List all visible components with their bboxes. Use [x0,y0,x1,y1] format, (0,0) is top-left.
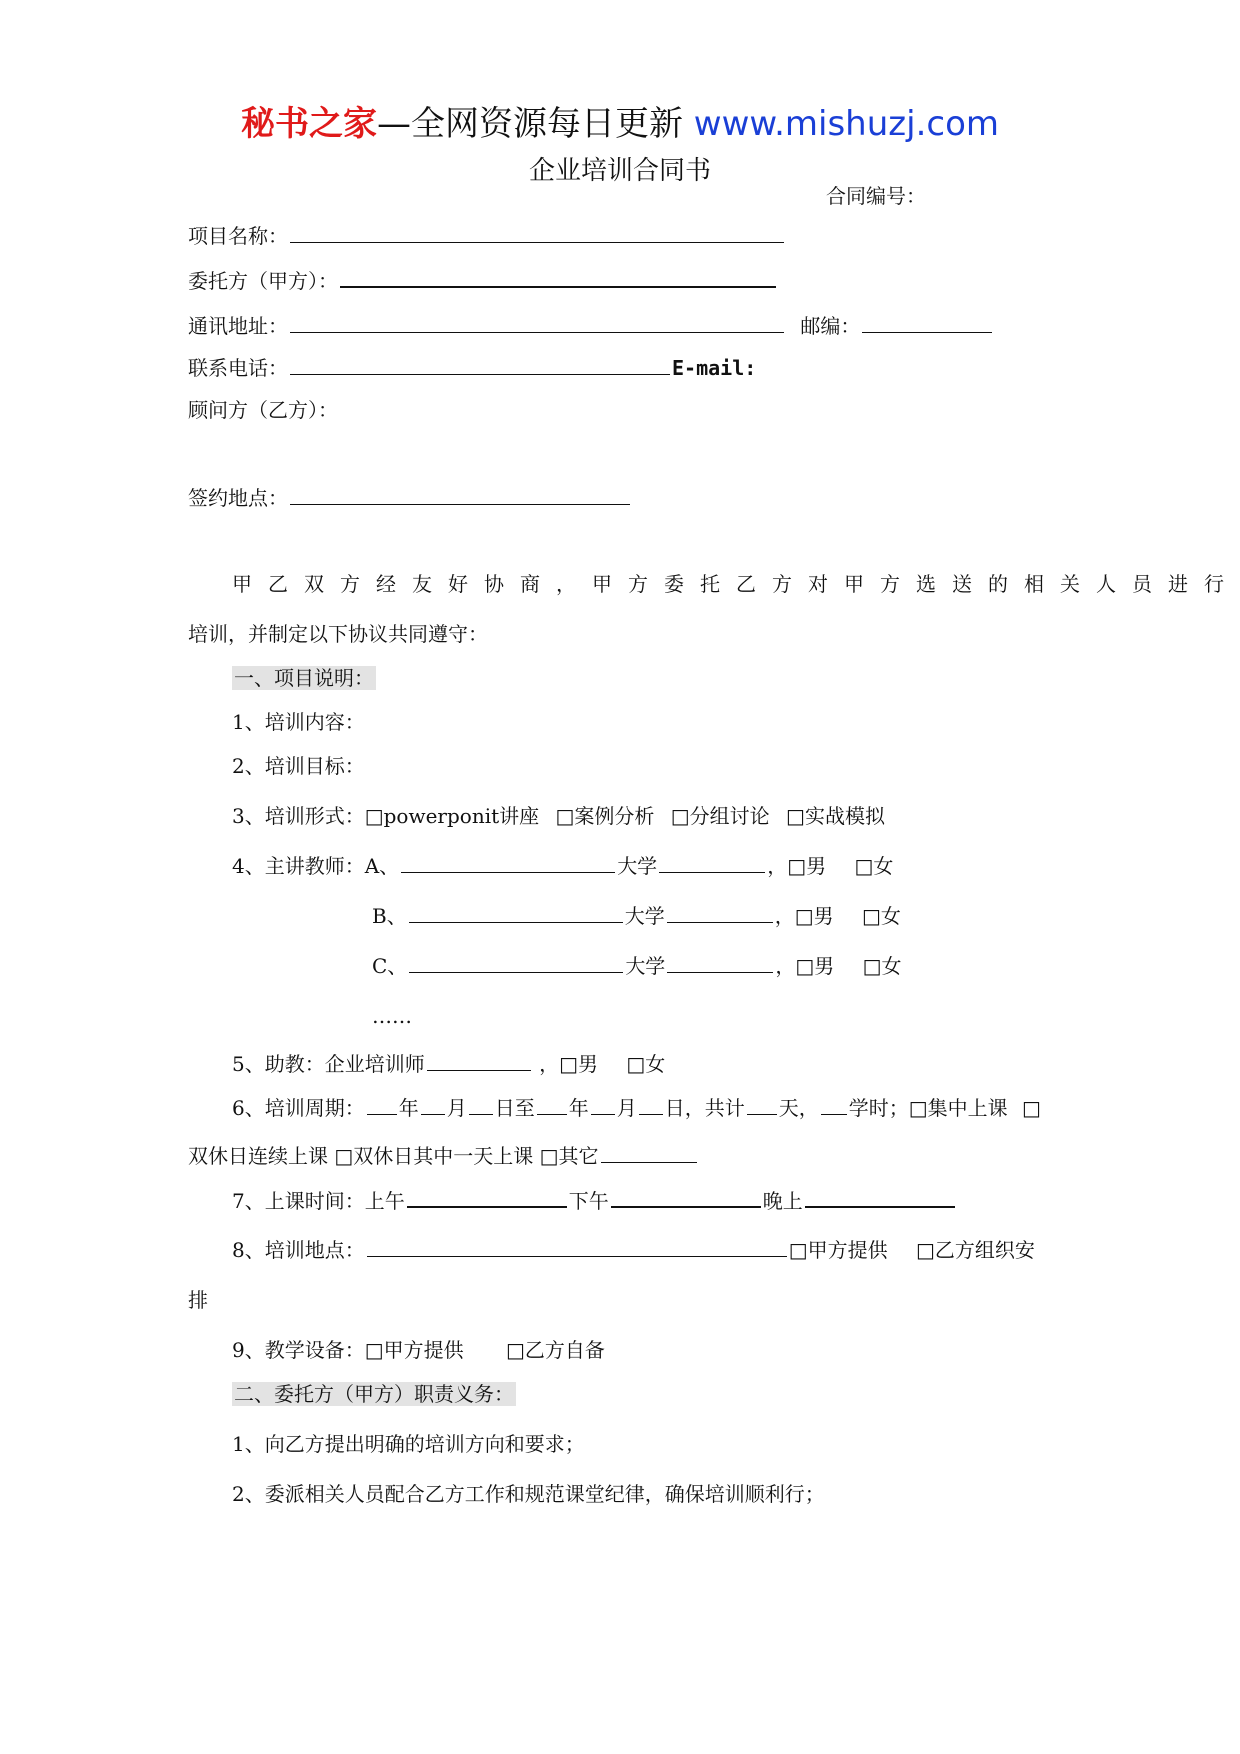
project-name-blank [290,222,784,243]
female-checkbox[interactable]: □女 [862,954,902,978]
days-label: 天， [778,1096,819,1120]
item-1: 1、培训内容： [232,710,365,734]
format-option-group[interactable]: □分组讨论 [670,804,770,828]
item-8-row [232,1236,1035,1264]
document-title: 企业培训合同书 [528,156,711,186]
female-checkbox[interactable]: □女 [861,904,901,928]
year-label: 年 [568,1096,589,1120]
phone-label: 联系电话： [188,356,288,380]
item-8-continued: 排 [188,1288,208,1312]
evening-blank [805,1186,955,1208]
item-8-label: 8、培训地点： [232,1238,365,1262]
section-1-heading-text: 一、项目说明： [234,666,374,690]
start-month-blank [421,1094,445,1115]
intro-line-2: 培训，并制定以下协议共同遵守： [188,622,488,646]
client-label: 委托方（甲方）： [188,269,338,293]
phone-blank [290,354,670,375]
month-label: 月 [446,1096,467,1120]
equipment-party-b-checkbox[interactable]: □乙方自备 [505,1338,605,1362]
end-year-blank [537,1094,567,1115]
item-4-label: 4、主讲教师： [232,854,365,878]
male-checkbox[interactable]: □男 [559,1052,598,1076]
item-5-row [232,1050,665,1078]
male-checkbox[interactable]: □男 [795,954,835,978]
teacher-b-label: B、 [372,904,407,928]
section-2-heading [232,1380,516,1408]
address-blank [290,312,784,333]
teacher-b-univ-blank [667,902,773,923]
teacher-c-label: C、 [372,954,408,978]
sign-place-blank [290,484,630,505]
comma: ， [774,904,795,928]
start-day-blank [469,1094,493,1115]
other-blank [601,1142,697,1163]
teacher-a-univ-blank [659,852,765,873]
item-3-label: 3、培训形式： [232,804,365,828]
sign-place-label: 签约地点： [188,486,288,510]
item-6-row [232,1094,1041,1122]
day-total-label: 日，共计 [664,1096,745,1120]
intro-line-1: 甲乙双方经友好协商，甲方委托乙方对甲方选送的相关人员进行 [232,572,1240,596]
item-7-label: 7、上课时间：上午 [232,1189,405,1213]
address-label: 通讯地址： [188,314,288,338]
university-label: 大学 [624,904,665,928]
teacher-a-name-blank [401,852,615,873]
item-6-label: 6、培训周期： [232,1096,365,1120]
format-option-case[interactable]: □案例分析 [555,804,655,828]
teacher-c-name-blank [409,952,623,973]
item-3-row [232,802,885,830]
item-7-row [232,1186,957,1215]
format-option-simulation[interactable]: □实战模拟 [786,804,885,828]
item-4-row-c [372,952,901,980]
hours-blank [821,1094,847,1115]
teacher-a-label: A、 [364,854,400,878]
day-to-label: 日至 [494,1096,535,1120]
site-header [0,102,1240,146]
header-slogan: —全网资源每日更新 [376,104,683,144]
start-year-blank [367,1094,397,1115]
postcode-blank [862,312,992,333]
ellipsis: …… [372,1004,412,1028]
brand-name: 秘书之家 [240,104,377,144]
male-checkbox[interactable]: □男 [787,854,827,878]
comma: ， [767,854,788,878]
postcode-label: 邮编： [800,314,861,338]
weekend-continuous-checkbox[interactable]: □ [1022,1096,1041,1120]
schedule-options[interactable]: 双休日连续上课 □双休日其中一天上课 □其它 [188,1144,599,1168]
month-label: 月 [616,1096,637,1120]
contract-number-label: 合同编号： [826,184,926,208]
item-4-row-b [372,902,901,930]
site-url[interactable]: www.mishuzj.com [693,104,999,144]
comma: ， [775,954,796,978]
consultant-label: 顾问方（乙方）： [188,398,338,422]
end-day-blank [639,1094,663,1115]
year-label: 年 [398,1096,419,1120]
evening-label: 晚上 [762,1189,803,1213]
location-blank [367,1236,787,1257]
section-1-heading [232,664,376,692]
morning-blank [407,1186,567,1208]
teacher-c-univ-blank [667,952,773,973]
client-blank [340,266,776,288]
item-5-label: 5、助教：企业培训师 [232,1052,425,1076]
item-9-row [232,1336,605,1364]
afternoon-blank [611,1186,761,1208]
duty-2: 2、委派相关人员配合乙方工作和规范课堂纪律，确保培训顺利行； [232,1482,825,1506]
project-name-label: 项目名称： [188,224,288,248]
female-checkbox[interactable]: □女 [626,1052,666,1076]
address-row [188,312,994,340]
item-6-continued [188,1142,699,1170]
comma: ， [539,1052,560,1076]
teacher-b-name-blank [409,902,623,923]
location-party-b-checkbox[interactable]: □乙方组织安 [916,1238,1035,1262]
hours-label[interactable]: 学时；□集中上课 [848,1096,1008,1120]
university-label: 大学 [617,854,658,878]
equipment-party-a-checkbox[interactable]: 9、教学设备：□甲方提供 [232,1338,464,1362]
client-row [188,266,778,295]
university-label: 大学 [625,954,666,978]
end-month-blank [591,1094,615,1115]
phone-row [188,354,756,382]
male-checkbox[interactable]: □男 [794,904,834,928]
assistant-blank [427,1050,531,1071]
project-name-row [188,222,786,250]
section-2-heading-text: 二、委托方（甲方）职责义务： [234,1382,514,1406]
sign-place-row [188,484,632,512]
email-label: E-mail: [672,356,757,380]
location-party-a-checkbox[interactable]: □甲方提供 [788,1238,888,1262]
item-2: 2、培训目标： [232,754,365,778]
duty-1: 1、向乙方提出明确的培训方向和要求； [232,1432,585,1456]
item-4-row-a [232,852,893,880]
afternoon-label: 下午 [568,1189,609,1213]
format-option-lecture[interactable]: □powerponit讲座 [364,804,540,828]
female-checkbox[interactable]: □女 [854,854,894,878]
total-days-blank [747,1094,777,1115]
